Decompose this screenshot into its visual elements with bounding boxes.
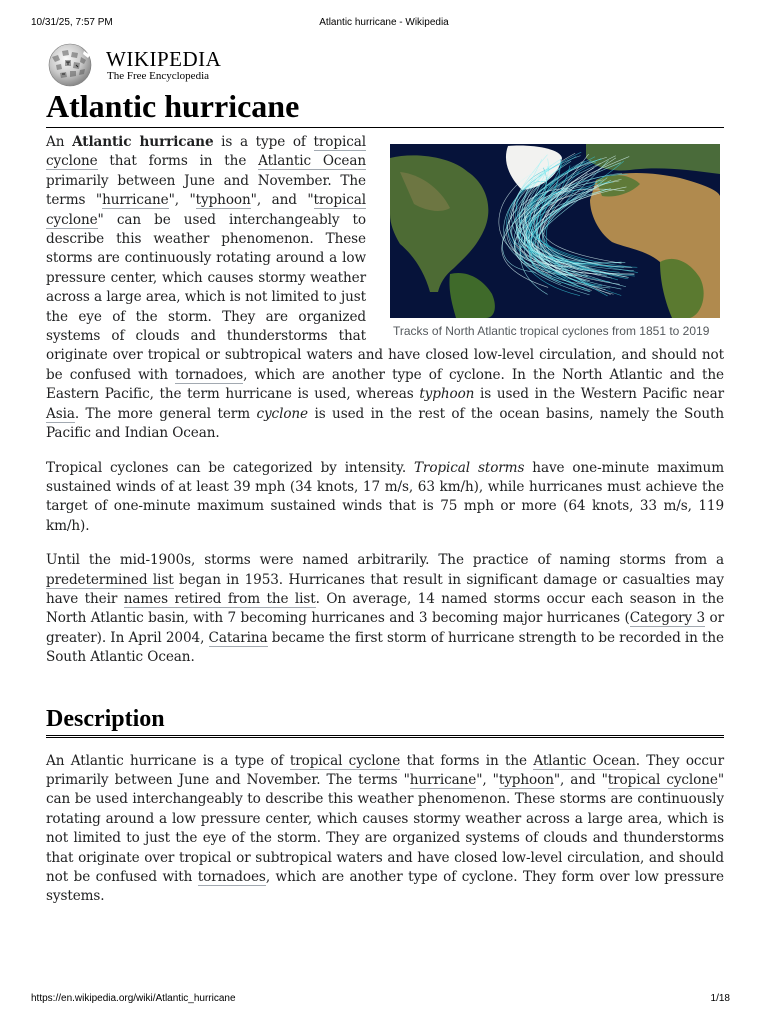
print-url: https://en.wikipedia.org/wiki/Atlantic_hurricane	[31, 993, 236, 1004]
print-header	[31, 17, 737, 31]
description-paragraph-1: An Atlantic hurricane is a type of tropical cyclone that forms in the Atlantic Ocean. They occur primarily between June and November. The terms "hurricane", "typhoon", and "tropical cyclone" can be used interchangeably to describe this weather phenomenon. These storms are continuously rotating around a low pressure center, which causes stormy weather across a large area, which is not limited to just the eye of the storm. They are organized systems of clouds and thunderstorms that originate over tropical or subtropical waters and have closed low-level circulation, and should not be confused with tornadoes, which are another type of cyclone. They form over low pressure systems.	[46, 752, 725, 905]
link-tornadoes[interactable]: tornadoes	[197, 869, 266, 885]
term-cyclone: cyclone	[256, 405, 309, 422]
print-footer	[31, 993, 737, 1007]
article-subject: Atlantic hurricane	[72, 134, 214, 150]
wikipedia-logo[interactable]	[46, 43, 246, 87]
print-date: 10/31/25, 7:57 PM	[31, 17, 113, 28]
infobox	[390, 144, 724, 340]
page-title: Atlantic hurricane	[46, 86, 724, 128]
link-tornadoes[interactable]: tornadoes	[175, 366, 244, 383]
link-names-retired[interactable]: names retired from the list	[123, 590, 316, 607]
infobox-caption: Tracks of North Atlantic tropical cyclones from 1851 to 2019	[393, 324, 710, 338]
print-page-number: 1/18	[710, 993, 730, 1004]
wikipedia-tagline: The Free Encyclopedia	[107, 70, 210, 82]
link-typhoon[interactable]: typhoon	[195, 192, 251, 209]
link-typhoon[interactable]: typhoon	[498, 771, 554, 788]
wikipedia-wordmark: WIKIPEDIA	[106, 47, 222, 71]
link-atlantic-ocean[interactable]: Atlantic Ocean	[533, 752, 636, 769]
link-catarina[interactable]: Catarina	[208, 629, 268, 646]
link-category-3[interactable]: Category 3	[629, 610, 706, 627]
wikipedia-globe-icon	[46, 43, 96, 87]
link-atlantic-ocean[interactable]: Atlantic Ocean	[258, 153, 366, 170]
intro-paragraph-3: Until the mid-1900s, storms were named arbitrarily. The practice of naming storms from a predetermined list began in 1953. Hurricanes that result in significant damage or casualties may have their names retired from the list. On average, 14 named storms occur each season in the North Atlantic basin, with 7 becoming hurricanes and 3 becoming major hurricanes (Category 3 or greater). In April 2004, Catarina became the first storm of hurricane strength to be recorded in the South Atlantic Ocean.	[46, 552, 725, 666]
link-asia[interactable]: Asia	[46, 405, 75, 422]
link-tropical-cyclone[interactable]: tropical cyclone	[607, 771, 718, 788]
link-predetermined-list[interactable]: predetermined list	[46, 571, 174, 588]
intro-paragraph-2: Tropical cyclones can be categorized by intensity. Tropical storms have one-minute maximum sustained winds of at least 39 mph (34 knots, 17 m/s, 63 km/h), while hurricanes must achieve the target of one-minute maximum sustained winds that is 75 mph or more (64 knots, 33 m/s, 119 km/h).	[46, 459, 724, 534]
link-tropical-cyclone[interactable]: tropical cyclone	[46, 192, 367, 228]
north-atlantic-cyclone-tracks-map[interactable]	[390, 144, 720, 318]
term-tropical-storms: Tropical storms	[413, 459, 525, 476]
term-typhoon: typhoon	[419, 386, 475, 403]
link-hurricane[interactable]: hurricane	[409, 771, 477, 788]
link-tropical-cyclone[interactable]: tropical cyclone	[289, 752, 401, 769]
print-title: Atlantic hurricane - Wikipedia	[319, 17, 449, 28]
link-tropical-cyclone[interactable]: tropical cyclone	[46, 134, 367, 170]
section-heading-description: Description	[46, 704, 724, 738]
article-body	[46, 133, 724, 907]
intro-paragraph-1: An Atlantic hurricane is a type of tropical cyclone that forms in the Atlantic Ocean primarily between June and November. The terms "hurricane", "typhoon", and "tropical cyclone" can be used interchangeably to describe this weather phenomenon. These storms are continuously rotating around a low pressure center, which causes stormy weather across a large area, which is not limited to just the eye of the storm. They are organized systems of clouds and thunderstorms that originate over tropical or subtropical waters and have closed low-level circulation, and should not be confused with tornadoes, which are another type of cyclone. In the North Atlantic and the Eastern Pacific, the term hurricane is used, whereas typhoon is used in the Western Pacific near Asia. The more general term cyclone is used in the rest of the ocean basins, namely the South Pacific and Indian Ocean.	[46, 134, 724, 442]
link-hurricane[interactable]: hurricane	[102, 192, 169, 209]
